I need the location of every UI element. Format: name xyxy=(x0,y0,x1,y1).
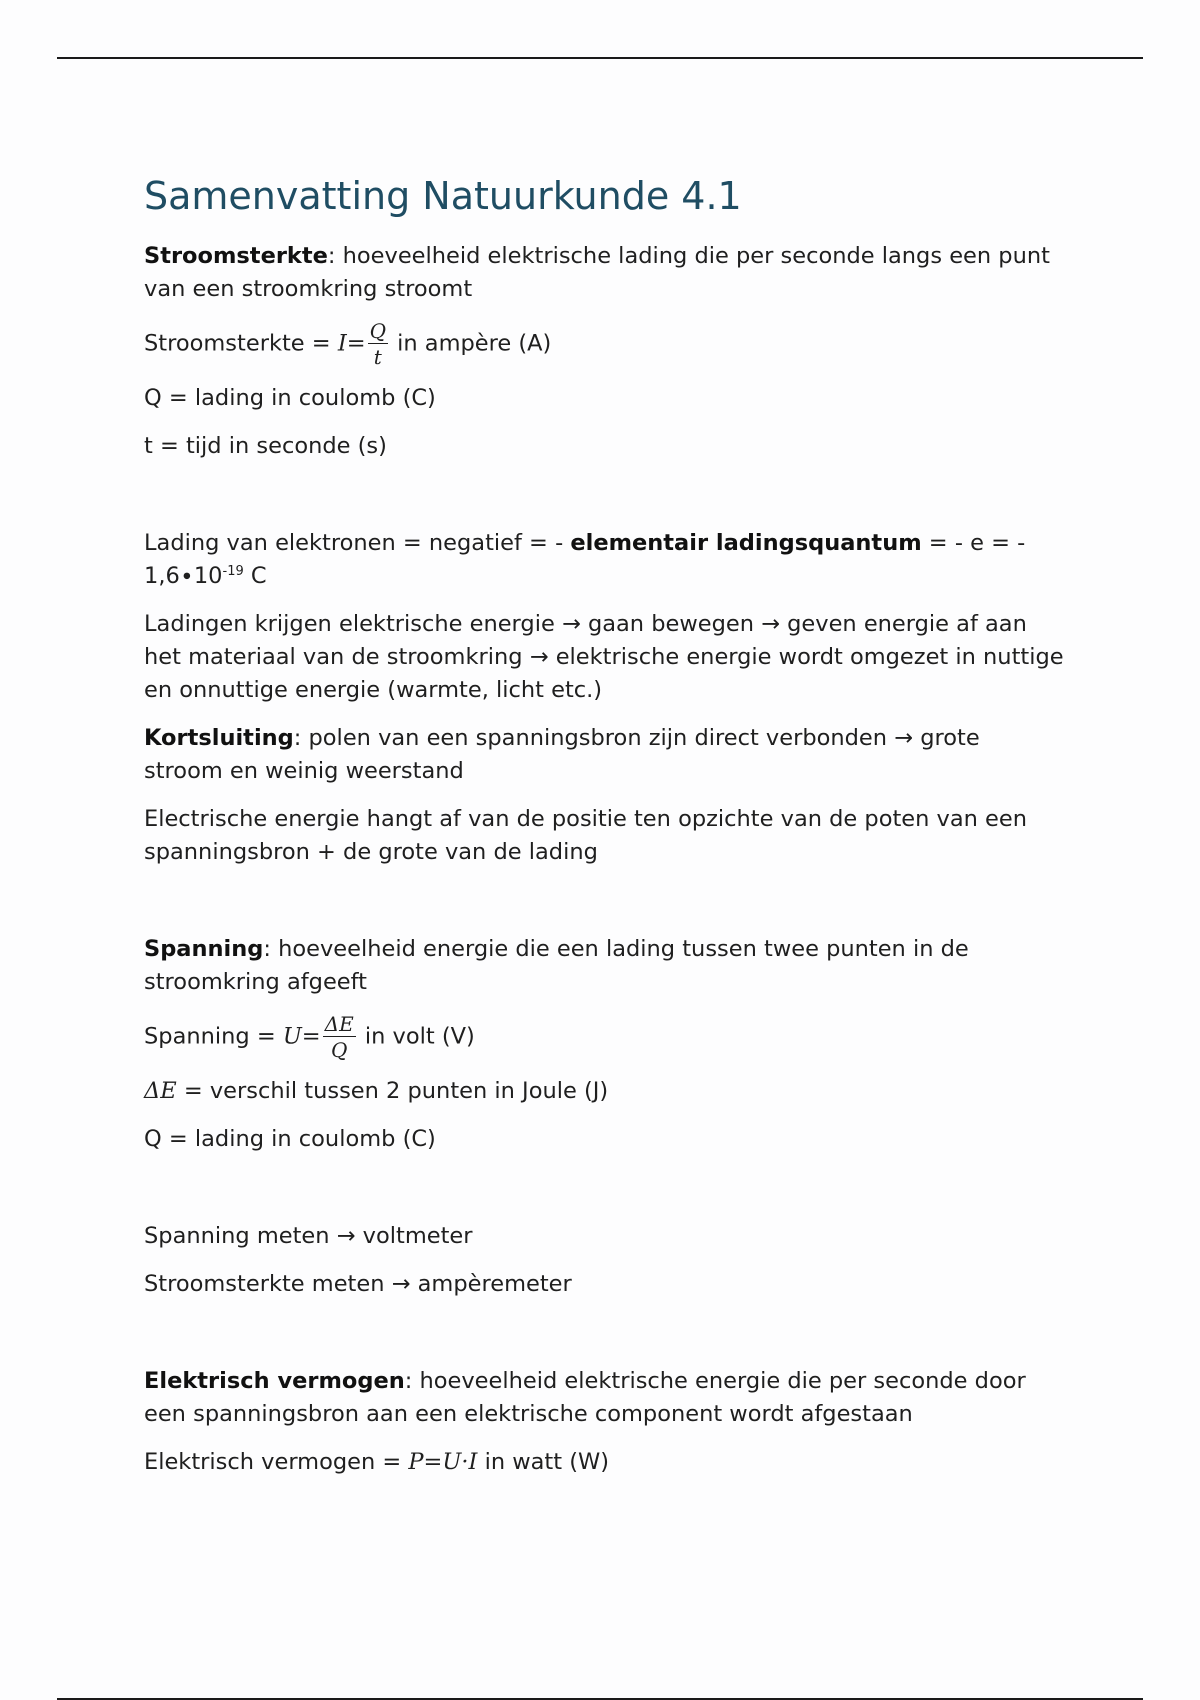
spanning-meten: Spanning meten → voltmeter xyxy=(144,1222,473,1249)
t-definition: t = tijd in seconde (s) xyxy=(144,432,387,459)
vermogen-formula: Elektrisch vermogen = P=U·I in watt (W) xyxy=(144,1448,610,1475)
stroomsterkte-definition: Stroomsterkte: hoeveelheid elektrische lading die per seconde langs een punt van een stroomkring stroomt xyxy=(144,242,1050,302)
page-title: Samenvatting Natuurkunde 4.1 xyxy=(144,174,742,218)
stroomsterkte-meten: Stroomsterkte meten → ampèremeter xyxy=(144,1270,572,1297)
electrische-energie-paragraph: Electrische energie hangt af van de positie ten opzichte van de poten van een spanningsbron + de grote van de lading xyxy=(144,805,1028,865)
q-definition-2: Q = lading in coulomb (C) xyxy=(144,1125,436,1152)
term-kortsluiting: Kortsluiting xyxy=(144,724,294,751)
lading-elektronen: Lading van elektronen = negatief = - elementair ladingsquantum = - e = - $1,6\cdot 10^{-19}$ C xyxy=(144,529,1026,589)
stroomsterkte-formula: Stroomsterkte = I= $\frac{Q}{t}$ in ampère (A) xyxy=(144,318,552,369)
term-stroomsterkte: Stroomsterkte xyxy=(144,242,328,269)
vermogen-definition: Elektrisch vermogen: hoeveelheid elektrische energie die per seconde door een spanningsbron aan een elektrische component wordt afgestaan xyxy=(144,1367,1026,1427)
spanning-formula: Spanning = U= $\frac{\Delta E}{Q}$ in volt (V) xyxy=(144,1011,475,1062)
document-body xyxy=(144,176,1064,1494)
term-spanning: Spanning xyxy=(144,935,264,962)
delta-e-definition: ΔE = verschil tussen 2 punten in Joule (J) xyxy=(144,1077,609,1104)
kortsluiting-definition: Kortsluiting: polen van een spanningsbron zijn direct verbonden → grote stroom en weinig weerstand xyxy=(144,724,980,784)
term-elektrisch-vermogen: Elektrisch vermogen xyxy=(144,1367,405,1394)
term-elementair-ladingsquantum: elementair ladingsquantum xyxy=(570,529,922,556)
fraction: $\frac{Q}{t}$ xyxy=(369,318,386,369)
header-rule xyxy=(57,57,1143,59)
fraction: $\frac{\Delta E}{Q}$ xyxy=(324,1011,354,1062)
energie-paragraph: Ladingen krijgen elektrische energie → gaan bewegen → geven energie af aan het materiaal van de stroomkring → elektrische energie wordt omgezet in nuttige en onnuttige energie (warmte, licht etc.) xyxy=(144,610,1064,703)
spanning-definition: Spanning: hoeveelheid energie die een lading tussen twee punten in de stroomkring afgeeft xyxy=(144,935,969,995)
q-definition: Q = lading in coulomb (C) xyxy=(144,384,436,411)
